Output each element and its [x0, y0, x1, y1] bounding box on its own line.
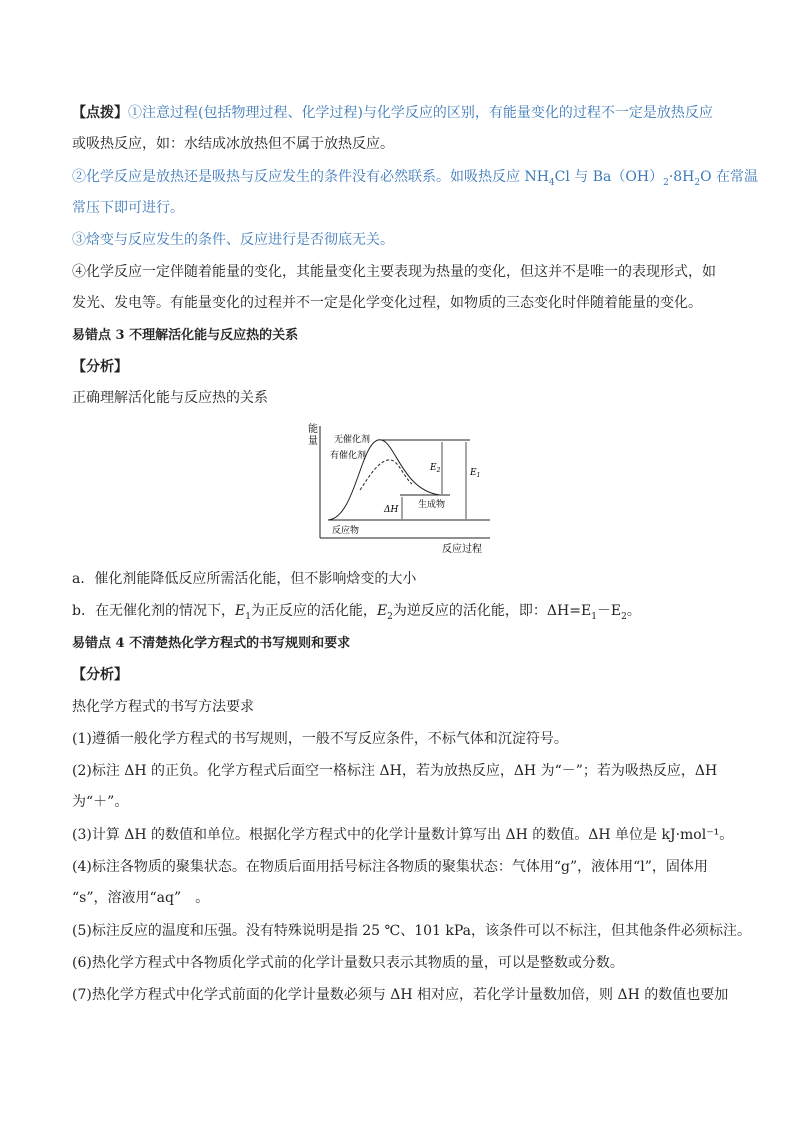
note-paragraph-2: ②化学反应是放热还是吸热与反应发生的条件没有必然联系。如吸热反应 $NH_4Cl$ 与 $Ba(OH)_2\cdot 8H_2O$ 在常温: [72, 169, 759, 188]
rule-4: (4)标注各物质的聚集状态。在物质后面用括号标注各物质的聚集状态：气体用“g”，液体用“l”，固体用: [72, 859, 708, 875]
rule-3: (3)计算 ΔH 的数值和单位。根据化学方程式中的化学计量数计算写出 ΔH 的数值。ΔH 单位是 kJ·mol⁻¹。: [72, 827, 734, 843]
y-axis-label-2: 量: [308, 436, 318, 447]
rule-2-cont: 为“＋”。: [72, 794, 129, 810]
section4-analysis-label: 【分析】: [72, 667, 128, 683]
note-paragraph-1-cont: 或吸热反应，如：水结成冰放热但不属于放热反应。: [72, 136, 394, 152]
section3-title: 易错点 3 不理解活化能与反应热的关系: [72, 328, 299, 343]
label-product: 生成物: [418, 500, 446, 510]
label-E2: $E_2$: [430, 463, 441, 474]
rule-7: (7)热化学方程式中化学式前面的化学计量数必须与 ΔH 相对应，若化学计量数加倍，则 ΔH 的数值也要加: [72, 987, 729, 1003]
rule-4-cont: “s”，溶液用“aq” 。: [72, 890, 210, 906]
section3-analysis-label: 【分析】: [72, 359, 128, 375]
section3-intro: 正确理解活化能与反应热的关系: [72, 390, 268, 406]
note-label: 【点拨】: [72, 105, 128, 121]
rule-2: (2)标注 ΔH 的正负。化学方程式后面空一格标注 ΔH，若为放热反应，ΔH 为“－”；若为吸热反应，ΔH: [72, 763, 718, 779]
section3-point-a: a．催化剂能降低反应所需活化能，但不影响焓变的大小: [72, 571, 417, 587]
label-with-catalyst: 有催化剂: [330, 451, 367, 461]
label-E1: $E_1$: [470, 468, 481, 479]
x-axis-label: 反应过程: [442, 544, 482, 555]
y-axis-label-1: 能: [308, 424, 318, 435]
energy-diagram: [300, 420, 500, 560]
note-paragraph-2-cont: 常压下即可进行。: [72, 200, 184, 216]
section4-title: 易错点 4 不清楚热化学方程式的书写规则和要求: [72, 636, 351, 651]
rule-1: (1)遵循一般化学方程式的书写规则，一般不写反应条件，不标气体和沉淀符号。: [72, 731, 568, 747]
note-paragraph-4: ④化学反应一定伴随着能量的变化，其能量变化主要表现为热量的变化，但这并不是唯一的表现形式，如: [72, 264, 716, 280]
note-paragraph-4-cont: 发光、发电等。有能量变化的过程并不一定是化学变化过程，如物质的三态变化时伴随着能量的变化。: [72, 295, 702, 311]
rule-6: (6)热化学方程式中各物质化学式前的化学计量数只表示其物质的量，可以是整数或分数。: [72, 955, 624, 971]
note-text-1a: ①注意过程(包括物理过程、化学过程)与化学反应的区别，有能量变化的过程不一定是放热反应: [128, 105, 713, 121]
rule-5: (5)标注反应的温度和压强。没有特殊说明是指 25 ℃、101 kPa，该条件可以不标注，但其他条件必须标注。: [72, 923, 751, 939]
label-dH: ΔH: [384, 505, 399, 515]
note-paragraph-3: ③焓变与反应发生的条件、反应进行是否彻底无关。: [72, 232, 394, 248]
note-paragraph-1: [72, 103, 732, 123]
label-no-catalyst: 无催化剂: [334, 435, 371, 445]
section3-point-b: b．在无催化剂的情况下，$E_1$为正反应的活化能，$E_2$为逆反应的活化能，即：$\Delta H=E_1-E_2$。: [72, 603, 641, 622]
label-reactant: 反应物: [332, 526, 360, 536]
section4-intro: 热化学方程式的书写方法要求: [72, 699, 254, 715]
catalyzed-curve: [360, 460, 412, 490]
